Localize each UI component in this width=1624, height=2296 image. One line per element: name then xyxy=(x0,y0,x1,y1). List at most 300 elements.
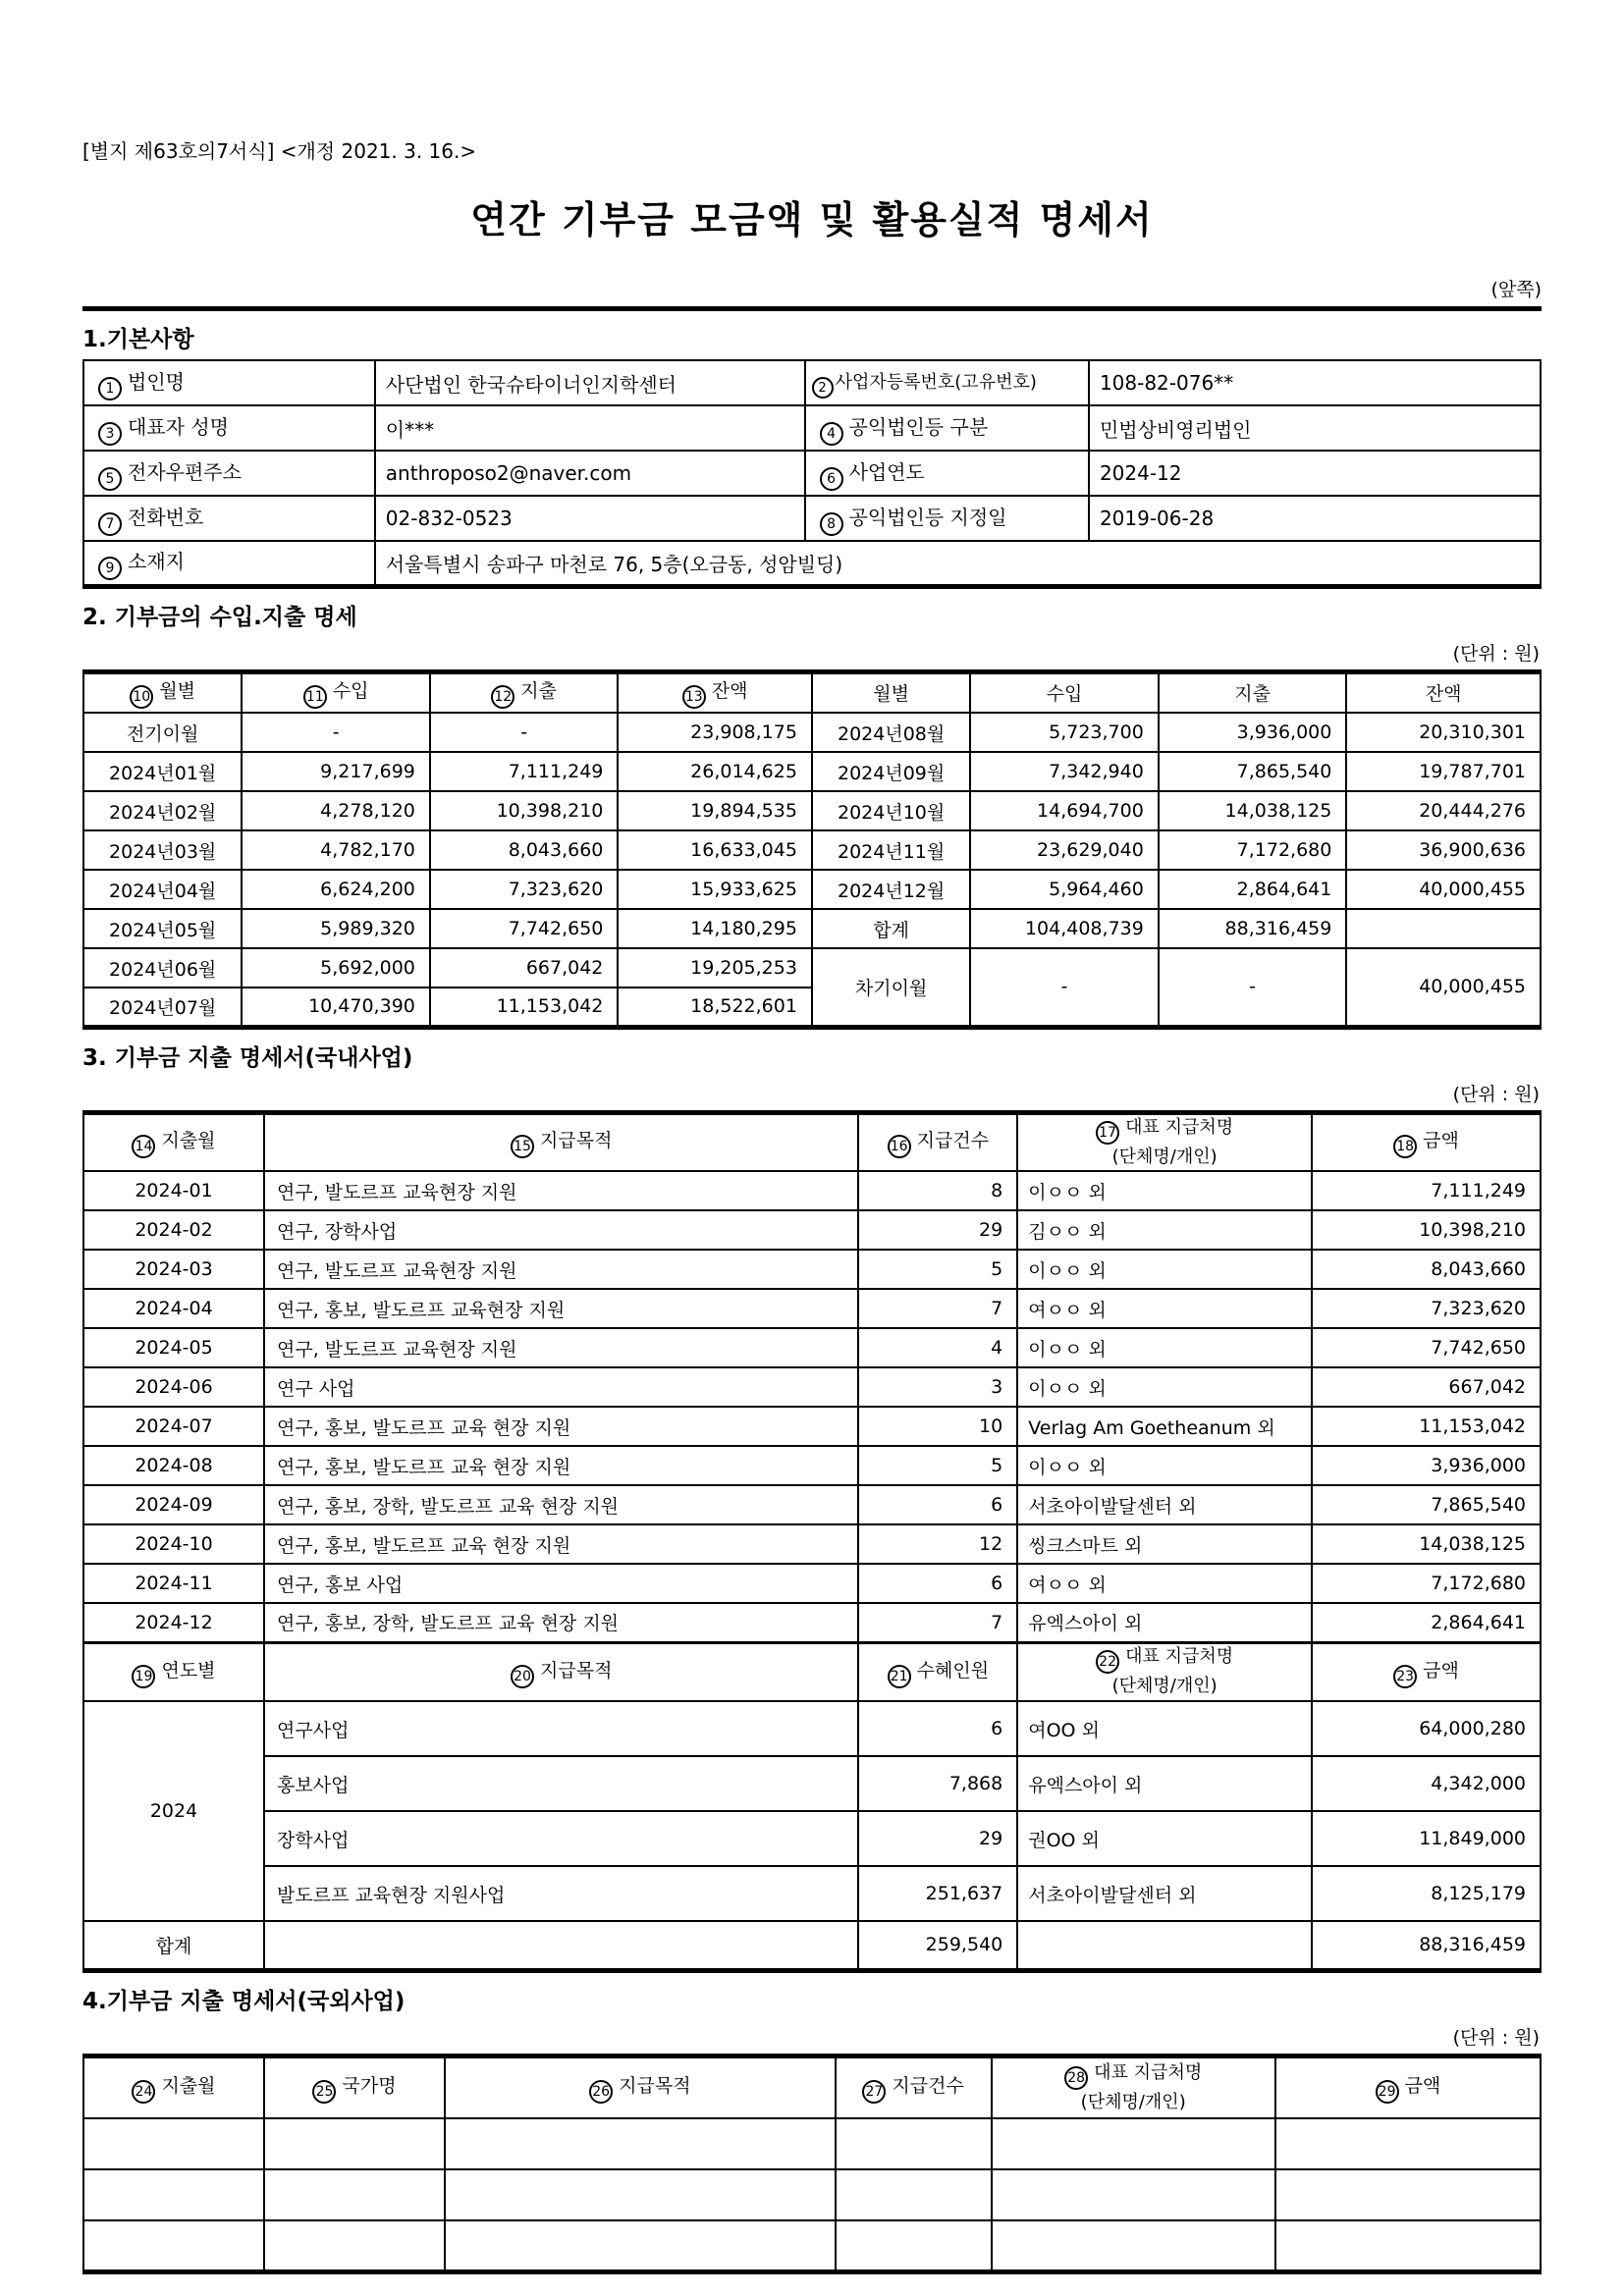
expense-month-cell: 2024-12 xyxy=(83,1603,264,1642)
table-row xyxy=(83,541,1541,586)
income-cell: 5,989,320 xyxy=(242,909,430,948)
amount-cell: 3,936,000 xyxy=(1312,1446,1541,1485)
expense-month-cell: 2024-02 xyxy=(83,1210,264,1250)
section3-heading: 3. 기부금 지출 명세서(국내사업) xyxy=(82,1044,413,1071)
balance-cell: 19,787,701 xyxy=(1346,752,1541,791)
table-row xyxy=(83,1328,1541,1367)
payee-cell: 씽크스마트 외 xyxy=(1017,1524,1312,1564)
column-header xyxy=(264,2056,445,2118)
empty-cell xyxy=(445,2169,836,2220)
column-header-text: 대표 지급처명 xyxy=(1125,1116,1234,1138)
table-row xyxy=(83,451,1541,496)
count-cell: 10 xyxy=(858,1407,1017,1446)
month-cell: 2024년01월 xyxy=(83,752,242,791)
count-cell: 6 xyxy=(858,1701,1017,1756)
expense-month-cell: 2024-11 xyxy=(83,1564,264,1603)
column-header-text: 지급목적 xyxy=(540,1659,613,1682)
table-row xyxy=(83,1250,1541,1289)
column-header xyxy=(83,671,242,713)
empty-cell xyxy=(264,2118,445,2169)
expense-month-cell: 2024-04 xyxy=(83,1289,264,1328)
amount-cell: 7,865,540 xyxy=(1312,1485,1541,1524)
field-label-text: 전자우편주소 xyxy=(128,459,242,484)
table-row xyxy=(83,1171,1541,1210)
field-label xyxy=(805,496,1089,541)
column-header xyxy=(858,1112,1017,1171)
column-header-text: 지급건수 xyxy=(892,2075,964,2098)
expense-month-cell: 2024-06 xyxy=(83,1367,264,1407)
field-value: 2019-06-28 xyxy=(1089,496,1541,541)
purpose-cell: 연구, 홍보, 발도르프 교육 현장 지원 xyxy=(264,1407,858,1446)
purpose-cell: 연구 사업 xyxy=(264,1367,858,1407)
circled-number: 21 xyxy=(888,1665,911,1688)
circled-number: 2 xyxy=(812,377,834,399)
circled-number: 4 xyxy=(820,422,843,446)
expense-month-cell: 2024-10 xyxy=(83,1524,264,1564)
expense-cell: 8,043,660 xyxy=(430,830,619,870)
table-header-row xyxy=(83,2056,1541,2118)
table-row xyxy=(83,360,1541,405)
column-header xyxy=(264,1112,858,1171)
column-header xyxy=(1275,2056,1541,2118)
circled-number: 12 xyxy=(491,685,514,709)
empty-cell xyxy=(83,2118,264,2169)
column-header-text: 연도별 xyxy=(161,1659,216,1682)
purpose-cell: 연구, 홍보, 발도르프 교육 현장 지원 xyxy=(264,1446,858,1485)
amount-cell: 7,742,650 xyxy=(1312,1328,1541,1367)
circled-number: 29 xyxy=(1376,2080,1399,2104)
count-cell: 4 xyxy=(858,1328,1017,1367)
table-row xyxy=(83,1701,1541,1756)
circled-number: 6 xyxy=(820,467,843,491)
column-header-text: 지급건수 xyxy=(916,1130,990,1152)
circled-number: 20 xyxy=(511,1665,534,1688)
purpose-cell: 홍보사업 xyxy=(264,1756,858,1811)
balance-cell: 14,180,295 xyxy=(618,909,812,948)
circled-number: 14 xyxy=(132,1135,155,1158)
table-row xyxy=(83,1564,1541,1603)
expense-cell: 11,153,042 xyxy=(430,988,619,1027)
purpose-cell: 연구, 홍보, 발도르프 교육현장 지원 xyxy=(264,1289,858,1328)
empty-cell xyxy=(83,2220,264,2271)
empty-cell xyxy=(1275,2220,1541,2271)
column-header xyxy=(83,1112,264,1171)
income-cell: 14,694,700 xyxy=(970,791,1159,830)
unit-note: (단위 : 원) xyxy=(1452,1083,1540,1105)
table-row xyxy=(83,405,1541,451)
field-label-text: 사업자등록번호(고유번호) xyxy=(835,371,1037,393)
expense-cell: 2,864,641 xyxy=(1159,870,1347,909)
income-cell: 10,470,390 xyxy=(242,988,430,1027)
count-cell: 6 xyxy=(858,1564,1017,1603)
expense-cell: 7,742,650 xyxy=(430,909,619,948)
table-row xyxy=(83,1603,1541,1642)
circled-number: 1 xyxy=(98,377,122,400)
circled-number: 5 xyxy=(98,467,122,491)
income-cell: 4,278,120 xyxy=(242,791,430,830)
circled-number: 13 xyxy=(682,685,706,709)
expense-month-cell: 2024-09 xyxy=(83,1485,264,1524)
balance-cell: 19,205,253 xyxy=(618,948,812,988)
empty-cell xyxy=(264,1921,858,1970)
income-cell: 4,782,170 xyxy=(242,830,430,870)
payee-cell: 서초아이발달센터 외 xyxy=(1017,1485,1312,1524)
payee-cell: 유엑스아이 외 xyxy=(1017,1603,1312,1642)
empty-cell xyxy=(1275,2169,1541,2220)
monthly-income-expense-table xyxy=(82,669,1542,1030)
column-header xyxy=(1312,1642,1541,1701)
count-cell: 29 xyxy=(858,1210,1017,1250)
amount-cell: 4,342,000 xyxy=(1312,1756,1541,1811)
basic-info-table xyxy=(82,359,1542,589)
table-header-row xyxy=(83,1642,1541,1701)
column-header-text: 금액 xyxy=(1423,1130,1459,1152)
circled-number: 10 xyxy=(130,685,153,709)
column-header-text: 월별 xyxy=(159,680,196,703)
table-header-row xyxy=(83,671,1541,713)
circled-number: 26 xyxy=(589,2080,613,2104)
circled-number: 24 xyxy=(132,2080,155,2104)
balance-cell: 18,522,601 xyxy=(618,988,812,1027)
balance-cell: 40,000,455 xyxy=(1346,948,1541,1027)
column-header-text: 잔액 xyxy=(711,680,748,703)
column-header-text: 지출월 xyxy=(161,2075,216,2098)
field-label-text: 소재지 xyxy=(128,549,185,573)
circled-number: 19 xyxy=(132,1665,155,1688)
amount-cell: 11,153,042 xyxy=(1312,1407,1541,1446)
balance-cell: 20,444,276 xyxy=(1346,791,1541,830)
expense-cell: 14,038,125 xyxy=(1159,791,1347,830)
table-row xyxy=(83,713,1541,752)
table-row xyxy=(83,1407,1541,1446)
column-header-subtext: (단체명/개인) xyxy=(1111,1146,1218,1167)
column-header xyxy=(445,2056,836,2118)
column-header-text: 수혜인원 xyxy=(916,1659,990,1682)
count-cell: 7,868 xyxy=(858,1756,1017,1811)
payee-cell: 이ㅇㅇ 외 xyxy=(1017,1367,1312,1407)
unit-note: (단위 : 원) xyxy=(1452,642,1540,665)
field-value: anthroposo2@naver.com xyxy=(375,451,805,496)
purpose-cell: 장학사업 xyxy=(264,1811,858,1866)
income-cell: 6,624,200 xyxy=(242,870,430,909)
empty-cell xyxy=(992,2169,1275,2220)
income-cell: 5,723,700 xyxy=(970,713,1159,752)
empty-cell xyxy=(1275,2118,1541,2169)
table-row xyxy=(83,2169,1541,2220)
circled-number: 27 xyxy=(862,2080,886,2104)
expense-month-cell: 2024-08 xyxy=(83,1446,264,1485)
income-cell: 5,692,000 xyxy=(242,948,430,988)
balance-cell: 40,000,455 xyxy=(1346,870,1541,909)
column-header xyxy=(430,671,619,713)
count-cell: 5 xyxy=(858,1446,1017,1485)
payee-cell: 이ㅇㅇ 외 xyxy=(1017,1250,1312,1289)
field-label-text: 사업연도 xyxy=(848,459,925,484)
column-header: 월별 xyxy=(812,671,970,713)
column-header-subtext: (단체명/개인) xyxy=(1080,2091,1186,2112)
empty-cell xyxy=(1017,1921,1312,1970)
empty-cell xyxy=(445,2220,836,2271)
amount-cell: 7,172,680 xyxy=(1312,1564,1541,1603)
purpose-cell: 연구, 장학사업 xyxy=(264,1210,858,1250)
field-label xyxy=(83,496,375,541)
year-cell: 2024 xyxy=(83,1701,264,1921)
field-label xyxy=(805,405,1089,451)
count-cell: 29 xyxy=(858,1811,1017,1866)
section2-heading: 2. 기부금의 수입.지출 명세 xyxy=(82,604,357,630)
amount-total-cell: 88,316,459 xyxy=(1312,1921,1541,1970)
column-header xyxy=(992,2056,1275,2118)
circled-number: 25 xyxy=(312,2080,336,2104)
count-cell: 251,637 xyxy=(858,1866,1017,1921)
table-row xyxy=(83,1756,1541,1811)
month-cell: 2024년10월 xyxy=(812,791,970,830)
empty-cell xyxy=(836,2220,992,2271)
count-cell: 5 xyxy=(858,1250,1017,1289)
table-row xyxy=(83,2118,1541,2169)
balance-cell: 19,894,535 xyxy=(618,791,812,830)
field-value: 108-82-076** xyxy=(1089,360,1541,405)
section1-heading: 1.기본사항 xyxy=(82,327,194,352)
payee-cell: 여ㅇㅇ 외 xyxy=(1017,1564,1312,1603)
table-header-row xyxy=(83,1112,1541,1171)
circled-number: 9 xyxy=(98,557,122,580)
circled-number: 16 xyxy=(888,1135,911,1158)
month-cell: 전기이월 xyxy=(83,713,242,752)
count-cell: 7 xyxy=(858,1289,1017,1328)
income-cell: 5,964,460 xyxy=(970,870,1159,909)
column-header xyxy=(1017,1112,1312,1171)
field-value: 이*** xyxy=(375,405,805,451)
purpose-cell: 연구, 홍보 사업 xyxy=(264,1564,858,1603)
table-row xyxy=(83,752,1541,791)
table-row xyxy=(83,1524,1541,1564)
amount-cell: 667,042 xyxy=(1312,1367,1541,1407)
balance-cell: 15,933,625 xyxy=(618,870,812,909)
section-divider xyxy=(82,306,1542,311)
column-header-text: 대표 지급처명 xyxy=(1094,2061,1203,2083)
amount-cell: 10,398,210 xyxy=(1312,1210,1541,1250)
expense-month-cell: 2024-03 xyxy=(83,1250,264,1289)
circled-number: 17 xyxy=(1096,1121,1119,1145)
month-cell: 2024년11월 xyxy=(812,830,970,870)
column-header: 지출 xyxy=(1159,671,1347,713)
column-header-text: 지출월 xyxy=(161,1130,216,1152)
expense-cell: - xyxy=(430,713,619,752)
column-header-text: 금액 xyxy=(1404,2075,1441,2098)
form-reference: [별지 제63호의7서식] <개정 2021. 3. 16.> xyxy=(82,139,477,163)
circled-number: 22 xyxy=(1096,1650,1119,1674)
field-label-text: 공익법인등 구분 xyxy=(848,414,989,439)
table-row xyxy=(83,1289,1541,1328)
payee-cell: Verlag Am Goetheanum 외 xyxy=(1017,1407,1312,1446)
payee-cell: 이ㅇㅇ 외 xyxy=(1017,1328,1312,1367)
table-row xyxy=(83,909,1541,948)
balance-cell: 36,900,636 xyxy=(1346,830,1541,870)
circled-number: 11 xyxy=(303,685,327,709)
expense-cell: 3,936,000 xyxy=(1159,713,1347,752)
amount-cell: 64,000,280 xyxy=(1312,1701,1541,1756)
column-header-text: 지급목적 xyxy=(540,1130,613,1152)
field-value: 2024-12 xyxy=(1089,451,1541,496)
empty-cell xyxy=(445,2118,836,2169)
income-cell: 7,342,940 xyxy=(970,752,1159,791)
table-row xyxy=(83,1485,1541,1524)
column-header: 잔액 xyxy=(1346,671,1541,713)
month-cell: 2024년03월 xyxy=(83,830,242,870)
amount-cell: 8,043,660 xyxy=(1312,1250,1541,1289)
amount-cell: 14,038,125 xyxy=(1312,1524,1541,1564)
column-header-text: 국가명 xyxy=(342,2075,397,2098)
column-header: 수입 xyxy=(970,671,1159,713)
month-cell: 2024년09월 xyxy=(812,752,970,791)
circled-number: 3 xyxy=(98,422,122,446)
field-label xyxy=(83,360,375,405)
purpose-cell: 연구사업 xyxy=(264,1701,858,1756)
field-label xyxy=(805,451,1089,496)
field-label xyxy=(83,405,375,451)
expense-month-cell: 2024-01 xyxy=(83,1171,264,1210)
month-cell: 2024년06월 xyxy=(83,948,242,988)
front-side-note: (앞쪽) xyxy=(1490,279,1542,300)
purpose-cell: 연구, 발도르프 교육현장 지원 xyxy=(264,1250,858,1289)
empty-cell xyxy=(83,2169,264,2220)
expense-cell: 7,111,249 xyxy=(430,752,619,791)
field-label-text: 법인명 xyxy=(128,369,185,394)
expense-cell: 7,323,620 xyxy=(430,870,619,909)
income-cell: 9,217,699 xyxy=(242,752,430,791)
amount-cell: 7,111,249 xyxy=(1312,1171,1541,1210)
page-title: 연간 기부금 모금액 및 활용실적 명세서 xyxy=(470,198,1154,241)
section4-heading: 4.기부금 지출 명세서(국외사업) xyxy=(82,1988,406,2014)
expense-month-cell: 2024-07 xyxy=(83,1407,264,1446)
amount-cell: 2,864,641 xyxy=(1312,1603,1541,1642)
balance-cell: 16,633,045 xyxy=(618,830,812,870)
field-label-text: 전화번호 xyxy=(128,505,204,529)
expense-month-cell: 2024-05 xyxy=(83,1328,264,1367)
count-total-cell: 259,540 xyxy=(858,1921,1017,1970)
income-cell: - xyxy=(970,948,1159,1027)
income-total-cell: 104,408,739 xyxy=(970,909,1159,948)
column-header-text: 금액 xyxy=(1423,1659,1459,1682)
amount-cell: 8,125,179 xyxy=(1312,1866,1541,1921)
circled-number: 7 xyxy=(98,512,122,536)
field-value: 사단법인 한국슈타이너인지학센터 xyxy=(375,360,805,405)
expense-cell: 667,042 xyxy=(430,948,619,988)
month-cell: 2024년02월 xyxy=(83,791,242,830)
payee-cell: 이ㅇㅇ 외 xyxy=(1017,1446,1312,1485)
table-row xyxy=(83,1811,1541,1866)
total-label-cell: 합계 xyxy=(83,1921,264,1970)
month-cell: 2024년04월 xyxy=(83,870,242,909)
table-row xyxy=(83,870,1541,909)
month-cell: 2024년05월 xyxy=(83,909,242,948)
balance-cell: 26,014,625 xyxy=(618,752,812,791)
column-header xyxy=(858,1642,1017,1701)
expense-cell: 10,398,210 xyxy=(430,791,619,830)
table-row xyxy=(83,496,1541,541)
column-header-subtext: (단체명/개인) xyxy=(1111,1676,1218,1697)
purpose-cell: 연구, 발도르프 교육현장 지원 xyxy=(264,1328,858,1367)
total-row xyxy=(83,1921,1541,1970)
amount-cell: 11,849,000 xyxy=(1312,1811,1541,1866)
empty-cell xyxy=(992,2220,1275,2271)
income-cell: 23,629,040 xyxy=(970,830,1159,870)
table-row xyxy=(83,1446,1541,1485)
empty-cell xyxy=(836,2169,992,2220)
circled-number: 8 xyxy=(820,512,843,536)
table-row xyxy=(83,2220,1541,2271)
expense-cell: 7,172,680 xyxy=(1159,830,1347,870)
column-header xyxy=(1017,1642,1312,1701)
payee-cell: 유엑스아이 외 xyxy=(1017,1756,1312,1811)
purpose-cell: 연구, 발도르프 교육현장 지원 xyxy=(264,1171,858,1210)
field-value: 서울특별시 송파구 마천로 76, 5층(오금동, 성암빌딩) xyxy=(375,541,1541,586)
payee-cell: 서초아이발달센터 외 xyxy=(1017,1866,1312,1921)
table-row xyxy=(83,791,1541,830)
expense-cell: - xyxy=(1159,948,1347,1027)
column-header xyxy=(1312,1112,1541,1171)
table-row xyxy=(83,1210,1541,1250)
column-header-text: 지급목적 xyxy=(619,2075,691,2098)
field-label xyxy=(83,451,375,496)
empty-cell xyxy=(264,2220,445,2271)
income-cell: - xyxy=(242,713,430,752)
unit-note: (단위 : 원) xyxy=(1452,2026,1540,2049)
total-label-cell: 합계 xyxy=(812,909,970,948)
month-cell: 2024년07월 xyxy=(83,988,242,1027)
overseas-expense-table xyxy=(82,2054,1542,2274)
table-row xyxy=(83,830,1541,870)
circled-number: 18 xyxy=(1393,1135,1417,1158)
empty-cell xyxy=(1346,909,1541,948)
count-cell: 12 xyxy=(858,1524,1017,1564)
field-value: 민법상비영리법인 xyxy=(1089,405,1541,451)
domestic-expense-table xyxy=(82,1110,1542,1973)
payee-cell: 여OO 외 xyxy=(1017,1701,1312,1756)
table-row xyxy=(83,948,1541,988)
payee-cell: 권OO 외 xyxy=(1017,1811,1312,1866)
circled-number: 28 xyxy=(1064,2066,1088,2090)
expense-total-cell: 88,316,459 xyxy=(1159,909,1347,948)
empty-cell xyxy=(992,2118,1275,2169)
column-header xyxy=(836,2056,992,2118)
amount-cell: 7,323,620 xyxy=(1312,1289,1541,1328)
column-header xyxy=(83,2056,264,2118)
payee-cell: 김ㅇㅇ 외 xyxy=(1017,1210,1312,1250)
column-header xyxy=(242,671,430,713)
field-label xyxy=(805,360,1089,405)
empty-cell xyxy=(836,2118,992,2169)
column-header xyxy=(264,1642,858,1701)
circled-number: 15 xyxy=(511,1135,534,1158)
purpose-cell: 발도르프 교육현장 지원사업 xyxy=(264,1866,858,1921)
table-row xyxy=(83,1866,1541,1921)
column-header-text: 수입 xyxy=(332,680,369,703)
month-cell: 2024년08월 xyxy=(812,713,970,752)
empty-cell xyxy=(264,2169,445,2220)
purpose-cell: 연구, 홍보, 장학, 발도르프 교육 현장 지원 xyxy=(264,1485,858,1524)
purpose-cell: 연구, 홍보, 발도르프 교육 현장 지원 xyxy=(264,1524,858,1564)
count-cell: 3 xyxy=(858,1367,1017,1407)
balance-cell: 20,310,301 xyxy=(1346,713,1541,752)
payee-cell: 이ㅇㅇ 외 xyxy=(1017,1171,1312,1210)
circled-number: 23 xyxy=(1393,1665,1417,1688)
table-row xyxy=(83,1367,1541,1407)
field-label-text: 대표자 성명 xyxy=(128,414,229,439)
field-value: 02-832-0523 xyxy=(375,496,805,541)
payee-cell: 여ㅇㅇ 외 xyxy=(1017,1289,1312,1328)
